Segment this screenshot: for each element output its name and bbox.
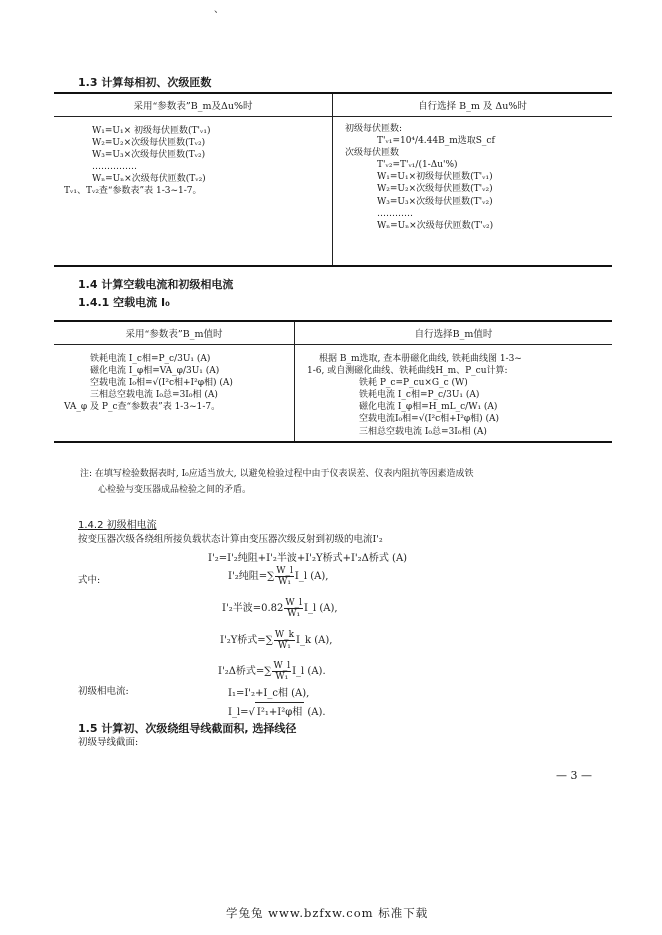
formula-delta-bridge-fraction <box>272 661 291 682</box>
formula-delta-bridge-den: W₁ <box>275 672 289 682</box>
formula-resistive-rhs: I_l (A), <box>294 571 329 582</box>
turns-right-line: T'ᵥ₁=10⁴/4.44B_m选取S_cf <box>377 136 495 147</box>
no-load-table-left-cell <box>54 345 295 443</box>
no-load-table-right-cell <box>295 345 613 443</box>
footer-watermark: 学兔兔 www.bzfxw.com 标准下载 <box>226 906 429 920</box>
section-1-3-heading: 1.3 计算每相初、次级匝数 <box>78 76 212 89</box>
formula-phase-current-sqrt: I²₁+I²φ相 <box>255 702 304 718</box>
formula-delta-bridge-num: W_l <box>273 661 291 671</box>
formula-y-bridge-rhs: I_k (A), <box>296 635 333 646</box>
no-load-current-table <box>54 320 612 443</box>
formula-half-wave-lhs: I'₂半波=0.82 <box>222 603 284 614</box>
reflected-current-intro: 按变压器次级各绕组所接负载状态计算由变压器次级反射到初级的电流I'₂ <box>78 534 383 545</box>
formula-delta-bridge <box>218 661 326 682</box>
formula-primary-current: I₁=I'₂+I_c相 (A), <box>228 688 310 699</box>
turns-table <box>54 92 612 267</box>
turns-right-line: ………… <box>377 208 413 219</box>
formula-y-bridge <box>220 630 332 651</box>
formula-y-bridge-den: W₁ <box>278 641 291 651</box>
no-load-right-line: 铁耗电流 I_c相=P_c/3U₁ (A) <box>359 390 480 401</box>
turns-right-line: Wₙ=Uₙ×次级每伏匝数(T'ᵥ₂) <box>377 220 494 231</box>
formula-y-bridge-lhs: I'₂Y桥式=∑ <box>220 635 273 646</box>
main-formula: I'₂=I'₂纯阻+I'₂半波+I'₂Y桥式+I'₂Δ桥式 (A) <box>208 553 408 564</box>
formula-resistive-num: W_l <box>276 566 293 576</box>
formula-phase-current-rhs: (A). <box>304 707 326 718</box>
where-label: 式中: <box>78 575 101 586</box>
no-load-left-line: 空载电流 I₀相=√(I²c相+I²φ相) (A) <box>90 378 233 389</box>
formula-delta-bridge-lhs: I'₂Δ桥式=∑ <box>218 666 272 677</box>
formula-phase-current-lhs: I_l= <box>228 707 249 718</box>
no-load-table-header-right: 自行选择B_m值时 <box>295 321 613 345</box>
no-load-left-line: 三相总空载电流 I₀总=3I₀相 (A) <box>90 390 218 401</box>
formula-y-bridge-fraction <box>274 630 295 651</box>
no-load-left-line: 磁化电流 I_φ相=VA_φ/3U₁ (A) <box>90 366 220 377</box>
formula-resistive-fraction <box>275 566 294 587</box>
no-load-table-header-left: 采用“参数表”B_m值时 <box>54 321 295 345</box>
turns-right-line: W₁=U₁×初级每伏匝数(T'ᵥ₁) <box>377 172 493 183</box>
turns-left-line: W₃=U₃×次级每伏匝数(Tᵥ₂) <box>92 150 206 161</box>
formula-half-wave-num: W_l <box>285 598 302 608</box>
primary-current-label: 初级相电流: <box>78 686 129 697</box>
turns-left-line: W₂=U₂×次级每伏匝数(Tᵥ₂) <box>92 138 206 149</box>
no-load-right-line: 空载电流I₀相=√(I²c相+I²φ相) (A) <box>359 414 500 425</box>
turns-left-line: Tᵥ₁、Tᵥ₂查“参数表”表 1-3~1-7。 <box>64 186 202 197</box>
no-load-left-line: VA_φ 及 P_c查“参数表”表 1-3~1-7。 <box>64 402 221 413</box>
formula-resistive-lhs: I'₂纯阻=∑ <box>228 571 275 582</box>
no-load-right-line: 根据 B_m选取, 查本册磁化曲线, 铁耗曲线图 1-3~ <box>319 354 522 364</box>
turns-left-line: W₁=U₁× 初级每伏匝数(T'ᵥ₁) <box>92 126 211 136</box>
turns-right-line: 初级每伏匝数: <box>345 124 403 134</box>
no-load-left-line: 铁耗电流 I_c相=P_c/3U₁ (A) <box>90 354 211 364</box>
formula-half-wave-rhs: I_l (A), <box>304 603 338 614</box>
turns-table-left-cell <box>54 117 333 267</box>
turns-left-line: …………… <box>92 162 137 173</box>
no-load-right-line: 磁化电流 I_φ相=H_mL_c/W₁ (A) <box>359 402 498 413</box>
formula-half-wave-den: W₁ <box>287 609 301 619</box>
formula-resistive <box>228 566 328 587</box>
note-line-1: 注: 在填写检验数据表时, I₀应适当放大, 以避免检验过程中由于仪表误差、仪表内阻抗等因素造成铁 <box>80 469 474 479</box>
formula-half-wave-fraction <box>284 598 303 619</box>
turns-right-line: T'ᵥ₂=T'ᵥ₁/(1-Δu'%) <box>377 160 458 171</box>
formula-phase-current: I_l=√ I²₁+I²φ相 (A). <box>228 702 326 718</box>
section-1-5-heading: 1.5 计算初、次级绕组导线截面积, 选择线径 <box>78 722 297 735</box>
no-load-right-line: 1-6, 或自测磁化曲线、铁耗曲线H_m、P_cu计算: <box>307 366 508 377</box>
formula-y-bridge-num: W_k <box>274 630 295 640</box>
section-1-4-2-heading: 1.4.2 初级相电流 <box>78 520 157 531</box>
no-load-right-line: 三相总空载电流 I₀总=3I₀相 (A) <box>359 426 487 437</box>
formula-half-wave <box>222 598 338 619</box>
formula-resistive-den: W₁ <box>278 577 291 587</box>
page-number: — 3 — <box>556 769 592 782</box>
section-1-4-heading: 1.4 计算空载电流和初级相电流 <box>78 278 234 291</box>
turns-right-line: W₃=U₃×次级每伏匝数(T'ᵥ₂) <box>377 196 493 207</box>
section-1-5-sub: 初级导线截面: <box>78 737 139 748</box>
turns-left-line: Wₙ=Uₙ×次级每伏匝数(Tᵥ₂) <box>92 174 206 185</box>
no-load-right-line: 铁耗 P_c=P_cu×G_c (W) <box>359 378 468 389</box>
section-1-4-1-heading: 1.4.1 空载电流 I₀ <box>78 296 170 309</box>
top-mark: 、 <box>214 4 224 15</box>
formula-delta-bridge-rhs: I_l (A). <box>292 666 326 677</box>
turns-right-line: 次级每伏匝数 <box>345 148 400 159</box>
turns-table-header-left: 采用“参数表”B_m及Δu%时 <box>54 93 333 117</box>
turns-right-line: W₂=U₂×次级每伏匝数(T'ᵥ₂) <box>377 184 493 195</box>
note-line-2: 心检验与变压器成品检验之间的矛盾。 <box>98 485 252 495</box>
turns-table-header-right: 自行选择 B_m 及 Δu%时 <box>333 93 613 117</box>
turns-table-right-cell <box>333 117 613 267</box>
